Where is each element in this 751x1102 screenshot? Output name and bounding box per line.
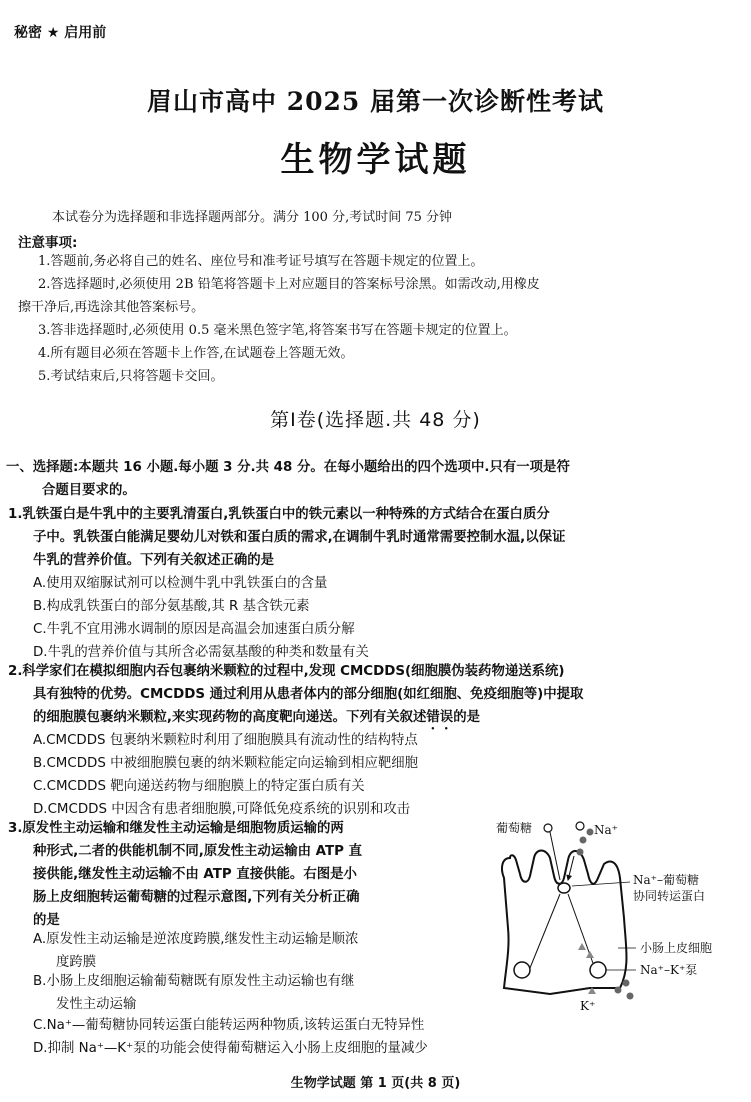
glucose-carrier-icon	[514, 962, 530, 978]
q2-stem: 具有独特的优势。CMCDDS 通过利用从患者体内的部分细胞(如红细胞、免疫细胞等)中提取	[33, 687, 584, 702]
pump-label: Na⁺–K⁺泵	[640, 963, 698, 977]
q3-stem: 接供能,继发性主动运输不由 ATP 直接供能。右图是小	[33, 867, 357, 882]
q2-option-b: B.CMCDDS 中被细胞膜包裹的纳米颗粒能定向运输到相应靶细胞	[33, 756, 419, 771]
notice-item: 2.答选择题时,必须使用 2B 铅笔将答题卡上对应题目的答案标号涂黑。如需改动,用橡皮	[38, 277, 540, 292]
sodium-ion-icon	[580, 837, 587, 844]
potassium-ion-icon	[586, 951, 594, 958]
q1-stem: 1.乳铁蛋白是牛乳中的主要乳清蛋白,乳铁蛋白中的铁元素以一种特殊的方式结合在蛋白质分	[8, 507, 550, 522]
confidential-label: 秘密 ★ 启用前	[14, 25, 107, 41]
cotransporter-icon	[558, 883, 570, 893]
notice-item: 3.答非选择题时,必须使用 0.5 毫米黑色签字笔,将答案书写在答题卡规定的位置上。	[38, 323, 517, 338]
glucose-transport-arrow	[530, 894, 560, 968]
intestinal-cell-diagram	[490, 818, 738, 1016]
q3-option-b: B.小肠上皮细胞运输葡萄糖既有原发性主动运输也有继	[33, 974, 355, 989]
part-instructions: 合题目要求的。	[42, 483, 136, 498]
q3-stem: 肠上皮细胞转运葡萄糖的过程示意图,下列有关分析正确	[33, 890, 360, 905]
q3-option-c: C.Na⁺—葡萄糖协同转运蛋白能转运两种物质,该转运蛋白无特异性	[33, 1018, 425, 1033]
q3-option-a: A.原发性主动运输是逆浓度跨膜,继发性主动运输是顺浓	[33, 932, 359, 947]
subject-title: 生物学试题	[280, 140, 471, 180]
potassium-ion-icon	[578, 943, 586, 950]
notice-item: 1.答题前,务必将自己的姓名、座位号和准考证号填写在答题卡规定的位置上。	[38, 254, 484, 269]
sodium-ion-icon	[577, 849, 584, 856]
q2-stem: 2.科学家们在模拟细胞内吞包裹纳米颗粒的过程中,发现 CMCDDS(细胞膜伪装药物递送系统)	[8, 664, 565, 679]
part-instructions: 一、选择题:本题共 16 小题.每小题 3 分.共 48 分。在每小题给出的四个选项中.只有一项是符	[6, 460, 570, 475]
q3-option-b-cont: 发性主动运输	[56, 997, 137, 1012]
q1-option-d: D.牛乳的营养价值与其所含必需氨基酸的种类和数量有关	[33, 645, 369, 660]
notice-item: 擦干净后,再选涂其他答案标号。	[18, 300, 205, 315]
q2-option-d: D.CMCDDS 中因含有患者细胞膜,可降低免疫系统的识别和攻击	[33, 802, 411, 817]
q3-option-d: D.抑制 Na⁺—K⁺泵的功能会使得葡萄糖运入小肠上皮细胞的量减少	[33, 1041, 428, 1056]
glucose-molecule-icon	[544, 824, 552, 832]
sodium-label: Na⁺	[594, 823, 618, 837]
sodium-ion-icon	[623, 980, 630, 987]
cotransporter-label-2: 协同转运蛋白	[633, 889, 706, 903]
q3-stem: 种形式,二者的供能机制不同,原发性主动运输由 ATP 直	[33, 844, 362, 859]
q2-option-c: C.CMCDDS 靶向递送药物与细胞膜上的特定蛋白质有关	[33, 779, 365, 794]
section-title: 第Ⅰ卷(选择题.共 48 分)	[270, 409, 481, 431]
sodium-potassium-pump-icon	[590, 962, 606, 978]
q1-stem: 牛乳的营养价值。下列有关叙述正确的是	[33, 553, 275, 568]
cotransporter-label-1: Na⁺–葡萄糖	[633, 873, 699, 887]
cell-label: 小肠上皮细胞	[640, 941, 713, 955]
q1-option-a: A.使用双缩脲试剂可以检测牛乳中乳铁蛋白的含量	[33, 576, 328, 591]
q2-stem-text: 的细胞膜包裹纳米颗粒,来实现药物的高度靶向递送。下列有关叙述	[33, 710, 427, 725]
notice-item: 4.所有题目必须在答题卡上作答,在试题卷上答题无效。	[38, 346, 354, 361]
q1-stem: 子中。乳铁蛋白能满足婴幼儿对铁和蛋白质的需求,在调制牛乳时通常需要控制水温,以保证	[33, 530, 566, 545]
q2-stem-emphasis: 错误	[426, 710, 454, 725]
notice-item: 5.考试结束后,只将答题卡交回。	[38, 369, 224, 384]
potassium-label: K⁺	[580, 999, 596, 1013]
sodium-ion-icon	[587, 829, 594, 836]
sodium-ion-icon	[627, 993, 634, 1000]
q2-option-a: A.CMCDDS 包裹纳米颗粒时利用了细胞膜具有流动性的结构特点	[33, 733, 418, 748]
glucose-molecule-icon	[576, 822, 584, 830]
q1-option-c: C.牛乳不宜用沸水调制的原因是高温会加速蛋白质分解	[33, 622, 355, 637]
glucose-label: 葡萄糖	[496, 821, 533, 835]
exam-title: 眉山市高中 2025 届第一次诊断性考试	[147, 87, 604, 116]
q3-stem: 3.原发性主动运输和继发性主动运输是细胞物质运输的两	[8, 821, 344, 836]
q3-option-a-cont: 度跨膜	[56, 955, 97, 970]
sodium-ion-icon	[615, 987, 622, 994]
glucose-entry-arrow	[550, 832, 560, 880]
q3-stem: 的是	[33, 913, 60, 928]
q1-option-b: B.构成乳铁蛋白的部分氨基酸,其 R 基含铁元素	[33, 599, 310, 614]
q2-stem-tail: 的是	[453, 710, 480, 725]
intro-text: 本试卷分为选择题和非选择题两部分。满分 100 分,考试时间 75 分钟	[52, 210, 453, 225]
notice-heading: 注意事项:	[18, 235, 78, 251]
page-footer: 生物学试题 第 1 页(共 8 页)	[290, 1076, 461, 1091]
